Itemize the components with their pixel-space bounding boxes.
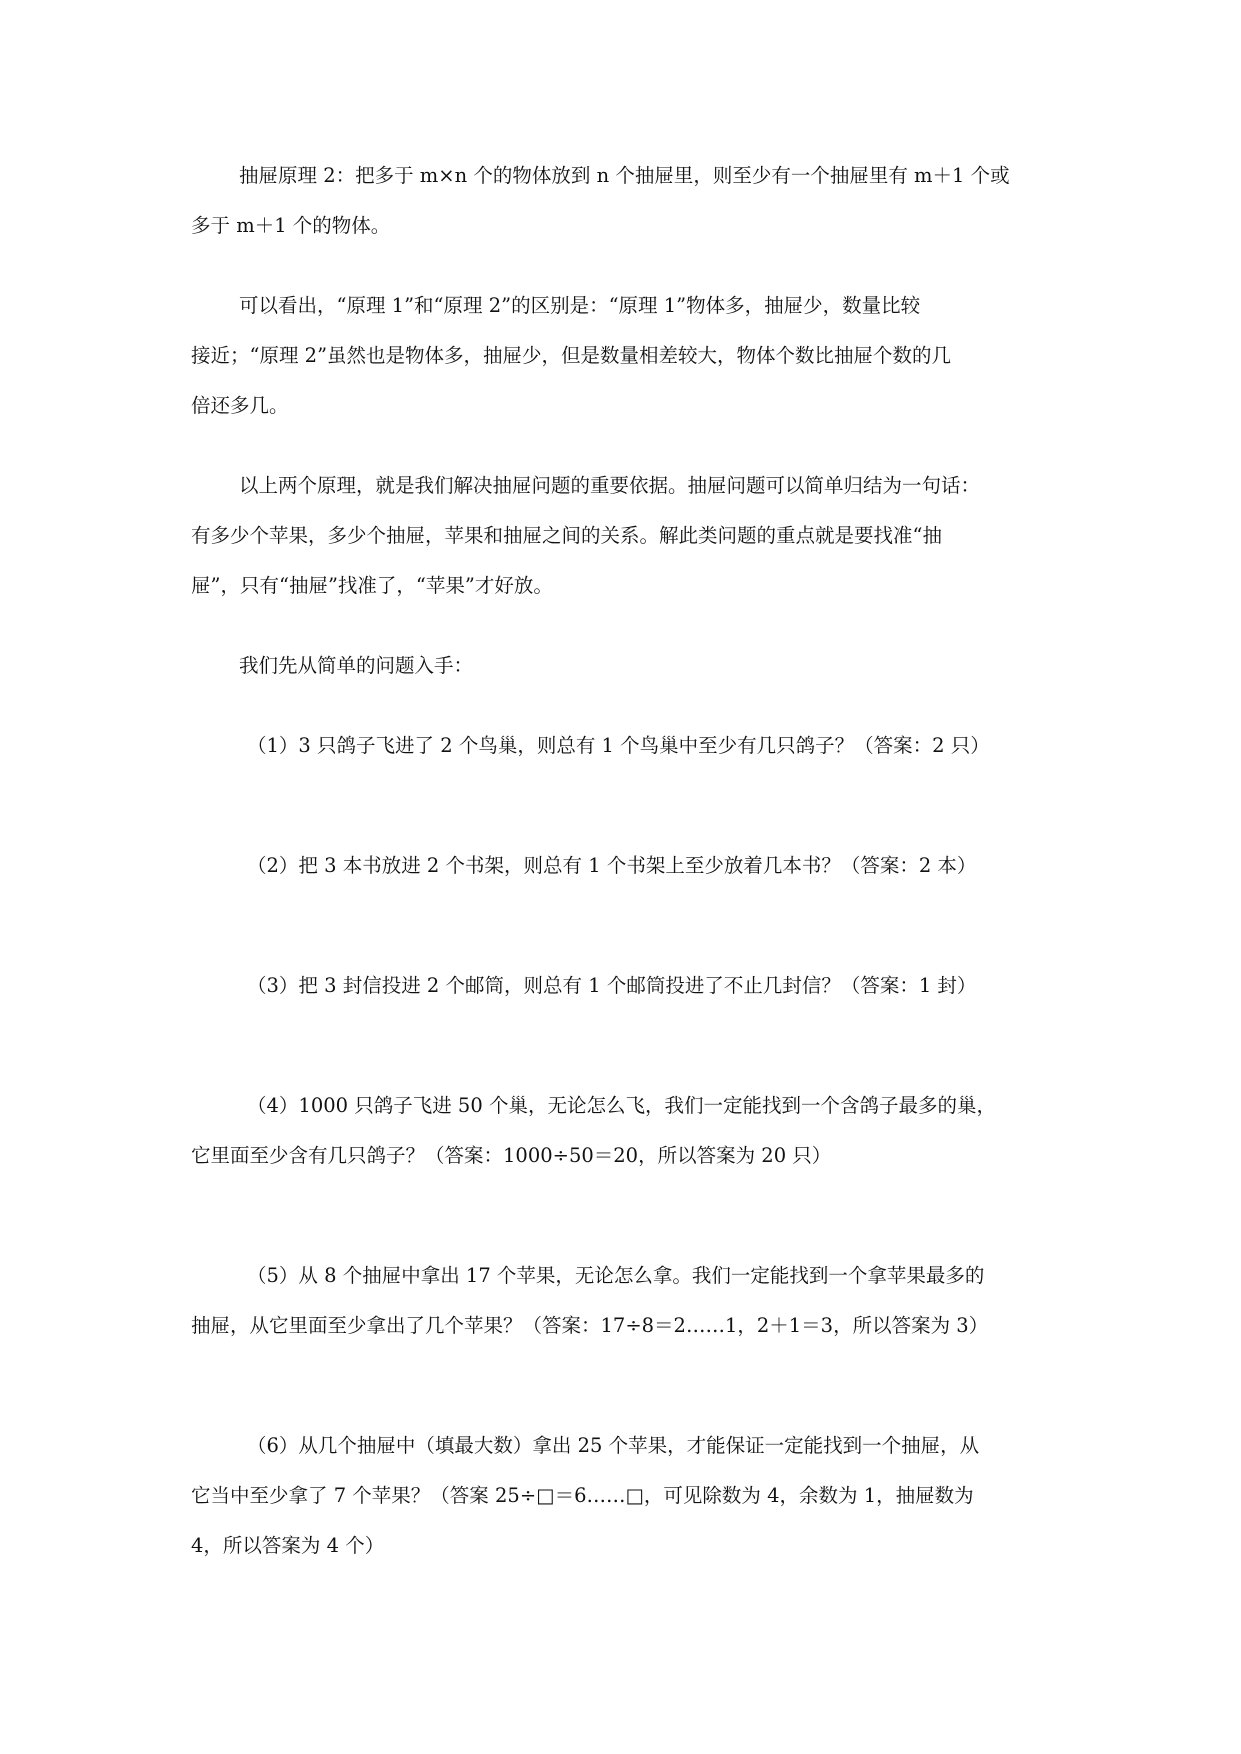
paragraph-summary-line-2: 有多少个苹果，多少个抽屉，苹果和抽屉之间的关系。解此类问题的重点就是要找准“抽 bbox=[191, 524, 942, 547]
question-6-line-2: 它当中至少拿了 7 个苹果？（答案 25÷□＝6……□，可见除数为 4，余数为 1，抽屉数为 bbox=[191, 1484, 974, 1507]
question-6-line-3: 4，所以答案为 4 个） bbox=[191, 1534, 385, 1557]
paragraph-principle-2-line-2: 多于 m＋1 个的物体。 bbox=[191, 214, 391, 237]
question-6-line-1: （6）从几个抽屉中（填最大数）拿出 25 个苹果，才能保证一定能找到一个抽屉，从 bbox=[247, 1434, 980, 1457]
question-5-line-2: 抽屉，从它里面至少拿出了几个苹果？（答案：17÷8＝2……1，2＋1＝3，所以答案为 3） bbox=[191, 1314, 989, 1337]
question-3: （3）把 3 封信投进 2 个邮筒，则总有 1 个邮筒投进了不止几封信？（答案：1 封） bbox=[247, 974, 977, 997]
paragraph-summary-line-3: 屉”，只有“抽屉”找准了，“苹果”才好放。 bbox=[191, 574, 553, 597]
question-1: （1）3 只鸽子飞进了 2 个鸟巢，则总有 1 个鸟巢中至少有几只鸽子？（答案：2 只） bbox=[247, 734, 990, 757]
question-4-line-2: 它里面至少含有几只鸽子？（答案：1000÷50＝20，所以答案为 20 只） bbox=[191, 1144, 832, 1167]
question-5-line-1: （5）从 8 个抽屉中拿出 17 个苹果，无论怎么拿。我们一定能找到一个拿苹果最多的 bbox=[247, 1264, 985, 1287]
paragraph-difference-line-1: 可以看出，“原理 1”和“原理 2”的区别是：“原理 1”物体多，抽屉少，数量比较 bbox=[239, 294, 921, 317]
paragraph-difference-line-2: 接近；“原理 2”虽然也是物体多，抽屉少，但是数量相差较大，物体个数比抽屉个数的几 bbox=[191, 344, 952, 367]
question-4-line-1: （4）1000 只鸽子飞进 50 个巢，无论怎么飞，我们一定能找到一个含鸽子最多的巢， bbox=[247, 1094, 996, 1117]
paragraph-intro: 我们先从简单的问题入手： bbox=[239, 654, 474, 677]
paragraph-difference-line-3: 倍还多几。 bbox=[191, 394, 289, 417]
paragraph-summary-line-1: 以上两个原理，就是我们解决抽屉问题的重要依据。抽屉问题可以简单归结为一句话： bbox=[239, 474, 981, 497]
question-2: （2）把 3 本书放进 2 个书架，则总有 1 个书架上至少放着几本书？（答案：2 本） bbox=[247, 854, 977, 877]
paragraph-principle-2-line-1: 抽屉原理 2：把多于 m×n 个的物体放到 n 个抽屉里，则至少有一个抽屉里有 m＋1 个或 bbox=[239, 164, 1010, 187]
